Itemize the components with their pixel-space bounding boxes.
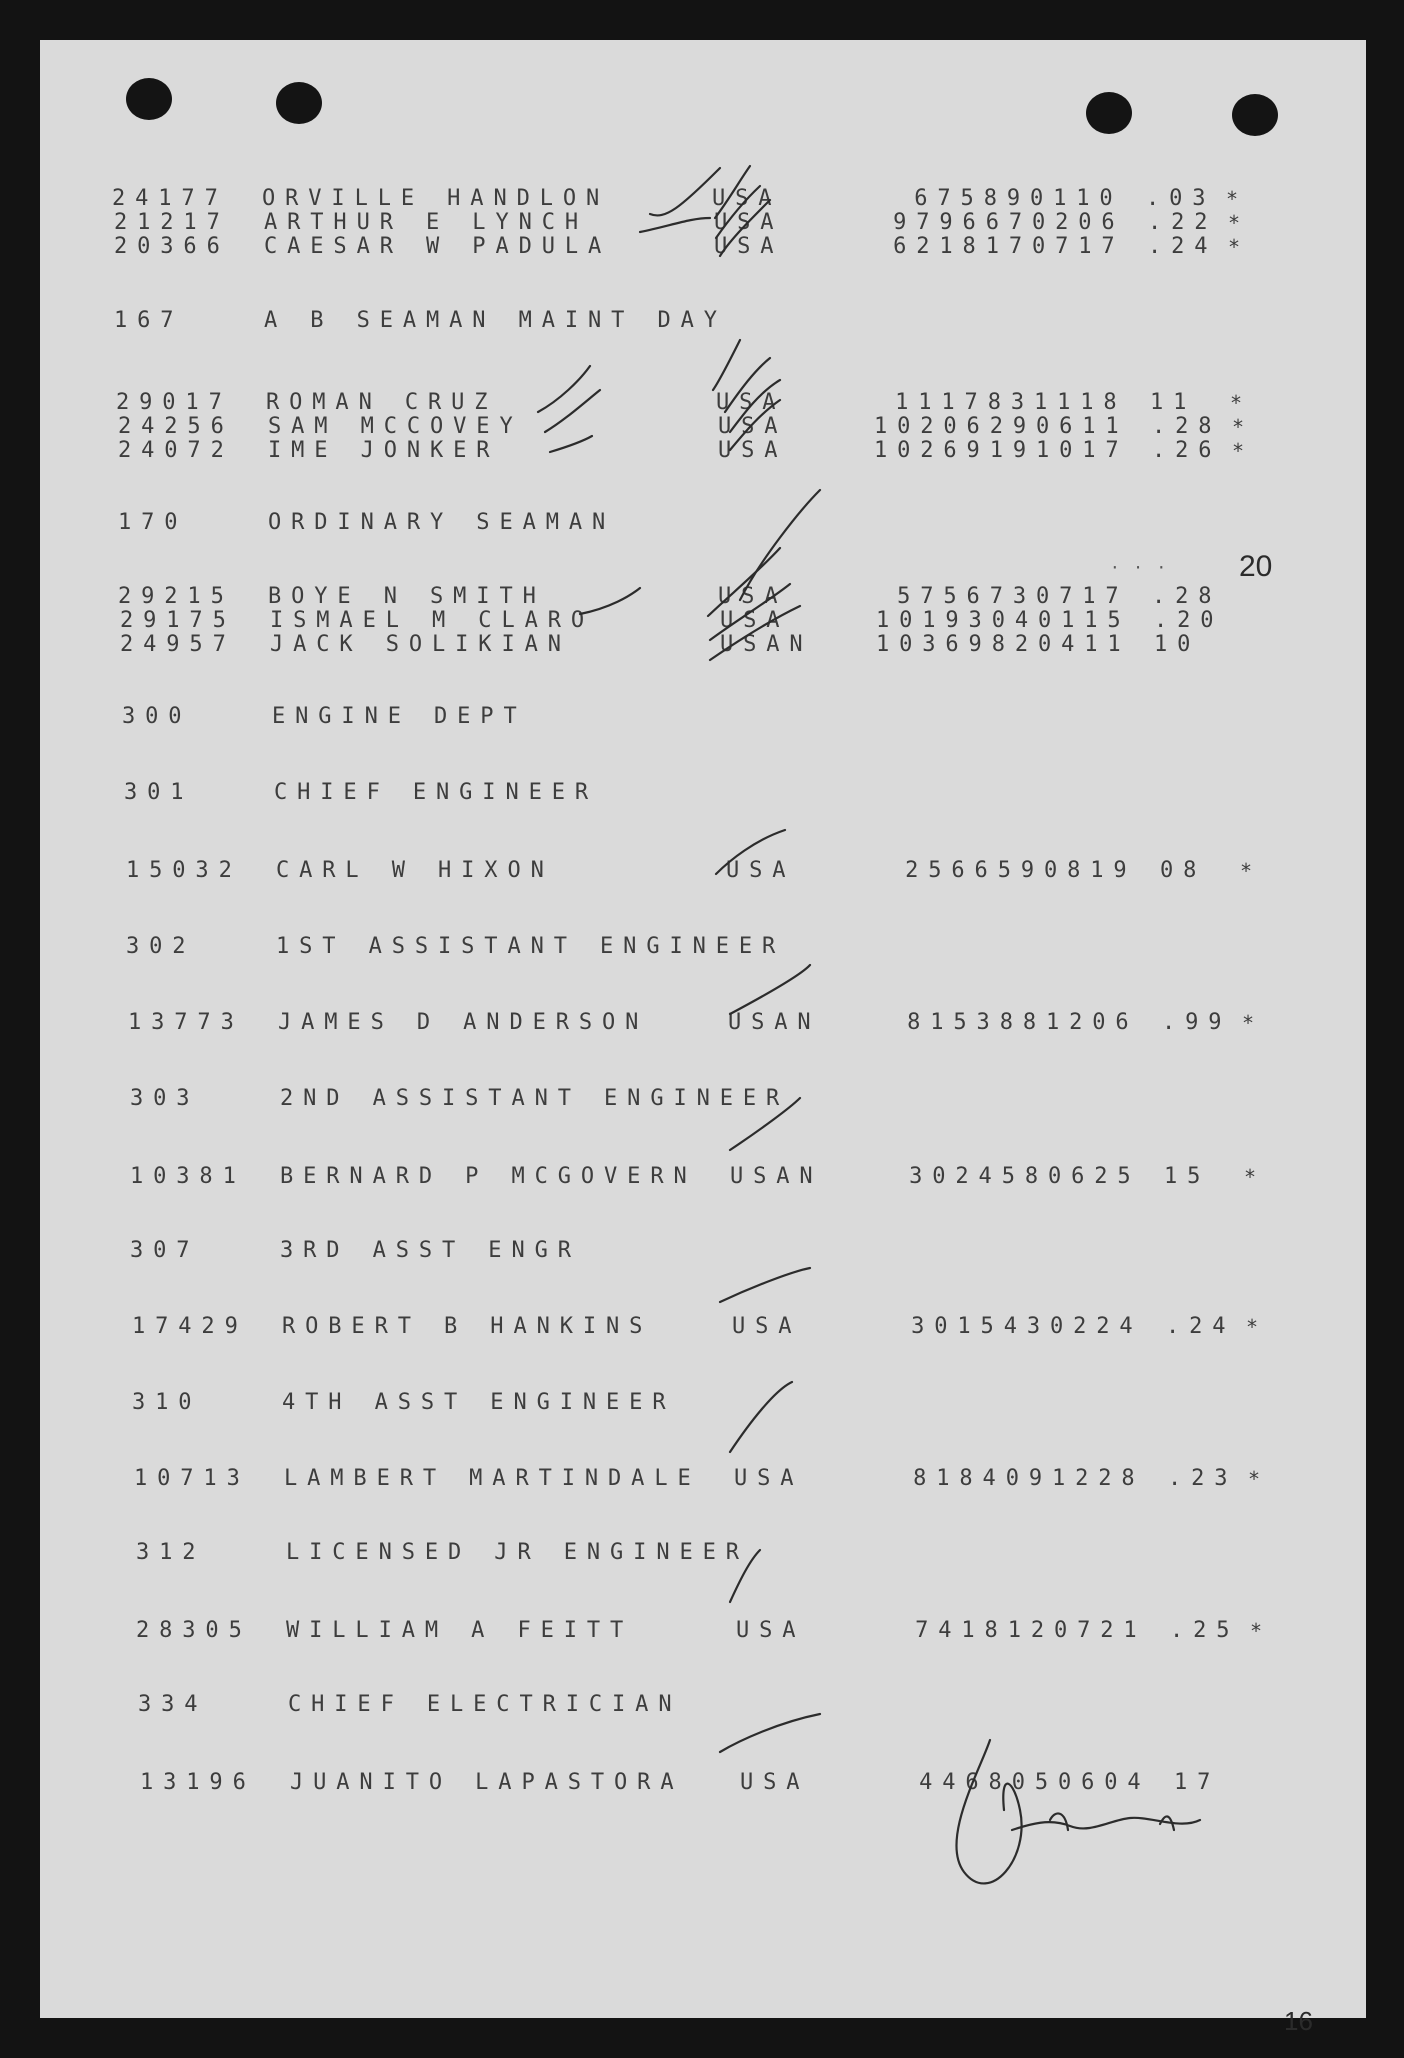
cell-num: 301543 <box>911 1314 1050 1339</box>
cell-name: CHIEF ELECTRICIAN <box>288 1692 682 1717</box>
cell-date: 0611 <box>1036 414 1129 439</box>
cell-mark: * <box>1242 1011 1264 1035</box>
cell-name: IME JONKER <box>268 438 500 463</box>
cell-code: 170 <box>118 510 188 535</box>
cell-code: 28305 <box>136 1618 252 1643</box>
cell-num: 621817 <box>893 234 1032 259</box>
cell-code: 10381 <box>130 1164 246 1189</box>
cell-nat: USA <box>734 1466 804 1491</box>
cell-nat: USA <box>718 414 788 439</box>
cell-date: 0224 <box>1050 1314 1143 1339</box>
cell-name: ISMAEL M CLARO <box>270 608 595 633</box>
cell-code: 300 <box>122 704 192 729</box>
cell-date: 0110 <box>1030 186 1123 211</box>
cell-name: CAESAR W PADULA <box>264 234 612 259</box>
cell-mark: * <box>1240 859 1262 883</box>
cell-rate: 08 <box>1160 858 1207 883</box>
cell-num: 741812 <box>915 1618 1054 1643</box>
cell-rate: .20 <box>1154 608 1224 633</box>
cell-num: 302458 <box>909 1164 1048 1189</box>
cell-name: SAM MCCOVEY <box>268 414 523 439</box>
cell-rate: .24 <box>1166 1314 1236 1339</box>
cell-name: ROMAN CRUZ <box>266 390 498 415</box>
cell-date: 1118 <box>1034 390 1127 415</box>
cell-code: 312 <box>136 1540 206 1565</box>
stray-marks: · · · <box>1110 558 1169 577</box>
cell-code: 29175 <box>120 608 236 633</box>
cell-num: 1036982 <box>875 632 1038 657</box>
cell-code: 303 <box>130 1086 200 1111</box>
cell-num: 111783 <box>895 390 1034 415</box>
cell-num: 815388 <box>907 1010 1046 1035</box>
cell-rate: 15 <box>1164 1164 1211 1189</box>
cell-name: JAMES D ANDERSON <box>278 1010 649 1035</box>
cell-num: 1026919 <box>873 438 1036 463</box>
cell-nat: USA <box>736 1618 806 1643</box>
cell-name: CHIEF ENGINEER <box>274 780 599 805</box>
cell-code: 302 <box>126 934 196 959</box>
cell-name: ROBERT B HANKINS <box>282 1314 653 1339</box>
cell-nat: USA <box>726 858 796 883</box>
cell-name: 4TH ASST ENGINEER <box>282 1390 676 1415</box>
cell-mark: * <box>1248 1467 1270 1491</box>
punch-hole <box>276 82 322 124</box>
cell-rate: .24 <box>1148 234 1218 259</box>
cell-code: 24957 <box>120 632 236 657</box>
cell-mark: * <box>1226 187 1248 211</box>
cell-name: ORVILLE HANDLON <box>262 186 610 211</box>
cell-name: ARTHUR E LYNCH <box>264 210 589 235</box>
cell-nat: USA <box>712 186 782 211</box>
cell-code: 17429 <box>132 1314 248 1339</box>
punch-hole <box>126 78 172 120</box>
cell-num: 256659 <box>905 858 1044 883</box>
cell-name: 3RD ASST ENGR <box>280 1238 581 1263</box>
cell-code: 29017 <box>116 390 232 415</box>
cell-rate: .03 <box>1146 186 1216 211</box>
cell-date: 0115 <box>1038 608 1131 633</box>
cell-rate: .25 <box>1170 1618 1240 1643</box>
cell-mark: * <box>1228 211 1250 235</box>
cell-mark: * <box>1228 235 1250 259</box>
cell-num: 818409 <box>913 1466 1052 1491</box>
sheet-number: 16 <box>1284 2006 1313 2036</box>
cell-nat: USA <box>714 234 784 259</box>
cell-num: 575673 <box>897 584 1036 609</box>
cell-code: 15032 <box>126 858 242 883</box>
cell-code: 10713 <box>134 1466 250 1491</box>
cell-num: 67589 <box>914 186 1030 211</box>
cell-code: 24256 <box>118 414 234 439</box>
cell-date: 0717 <box>1036 584 1129 609</box>
cell-rate: .26 <box>1152 438 1222 463</box>
cell-date: 0411 <box>1038 632 1131 657</box>
cell-name: ENGINE DEPT <box>272 704 527 729</box>
cell-name: ORDINARY SEAMAN <box>268 510 616 535</box>
cell-date: 0206 <box>1032 210 1125 235</box>
cell-num: 446805 <box>919 1770 1058 1795</box>
cell-rate: .23 <box>1168 1466 1238 1491</box>
cell-name: BERNARD P MCGOVERN <box>280 1164 697 1189</box>
cell-rate: 10 <box>1154 632 1201 657</box>
cell-mark: * <box>1250 1619 1272 1643</box>
cell-nat: USA <box>740 1770 810 1795</box>
cell-date: 0819 <box>1044 858 1137 883</box>
cell-num: 1020629 <box>873 414 1036 439</box>
cell-date: 1017 <box>1036 438 1129 463</box>
cell-nat: USAN <box>728 1010 821 1035</box>
cell-name: BOYE N SMITH <box>268 584 546 609</box>
cell-mark: * <box>1244 1165 1266 1189</box>
cell-nat: USAN <box>730 1164 823 1189</box>
cell-code: 20366 <box>114 234 230 259</box>
document-page <box>40 40 1366 2036</box>
cell-mark: * <box>1232 439 1254 463</box>
cell-nat: USA <box>720 608 790 633</box>
cell-code: 29215 <box>118 584 234 609</box>
cell-date: 1228 <box>1052 1466 1145 1491</box>
cell-name: JACK SOLIKIAN <box>270 632 571 657</box>
cell-nat: USA <box>718 438 788 463</box>
cell-date: 0721 <box>1054 1618 1147 1643</box>
cell-code: 13196 <box>140 1770 256 1795</box>
cell-mark: * <box>1232 415 1254 439</box>
cell-date: 0625 <box>1048 1164 1141 1189</box>
page-number: 20 <box>1239 550 1273 583</box>
cell-date: 0717 <box>1032 234 1125 259</box>
cell-code: 167 <box>114 308 184 333</box>
cell-code: 301 <box>124 780 194 805</box>
cell-rate: .99 <box>1162 1010 1232 1035</box>
cell-code: 24072 <box>118 438 234 463</box>
cell-nat: USA <box>716 390 786 415</box>
cell-code: 307 <box>130 1238 200 1263</box>
cell-nat: USA <box>732 1314 802 1339</box>
cell-code: 21217 <box>114 210 230 235</box>
cell-rate: 11 <box>1150 390 1197 415</box>
cell-rate: .28 <box>1152 414 1222 439</box>
cell-date: 0604 <box>1058 1770 1151 1795</box>
cell-code: 334 <box>138 1692 208 1717</box>
cell-num: 1019304 <box>875 608 1038 633</box>
cell-name: LAMBERT MARTINDALE <box>284 1466 701 1491</box>
cell-code: 24177 <box>112 186 228 211</box>
cell-nat: USA <box>718 584 788 609</box>
cell-name: 1ST ASSISTANT ENGINEER <box>276 934 786 959</box>
cell-name: JUANITO LAPASTORA <box>290 1770 684 1795</box>
cell-rate: .28 <box>1152 584 1222 609</box>
cell-name: WILLIAM A FEITT <box>286 1618 634 1643</box>
cell-name: LICENSED JR ENGINEER <box>286 1540 749 1565</box>
cell-mark: * <box>1230 391 1252 415</box>
cell-nat: USA <box>714 210 784 235</box>
cell-name: CARL W HIXON <box>276 858 554 883</box>
cell-name: A B SEAMAN MAINT DAY <box>264 308 727 333</box>
cell-code: 310 <box>132 1390 202 1415</box>
cell-rate: 17 <box>1174 1770 1221 1795</box>
cell-rate: .22 <box>1148 210 1218 235</box>
cell-num: 979667 <box>893 210 1032 235</box>
cell-name: 2ND ASSISTANT ENGINEER <box>280 1086 790 1111</box>
cell-mark: * <box>1246 1315 1268 1339</box>
punch-hole <box>1086 92 1132 134</box>
cell-nat: USAN <box>720 632 813 657</box>
cell-date: 1206 <box>1046 1010 1139 1035</box>
punch-hole <box>1232 94 1278 136</box>
cell-code: 13773 <box>128 1010 244 1035</box>
